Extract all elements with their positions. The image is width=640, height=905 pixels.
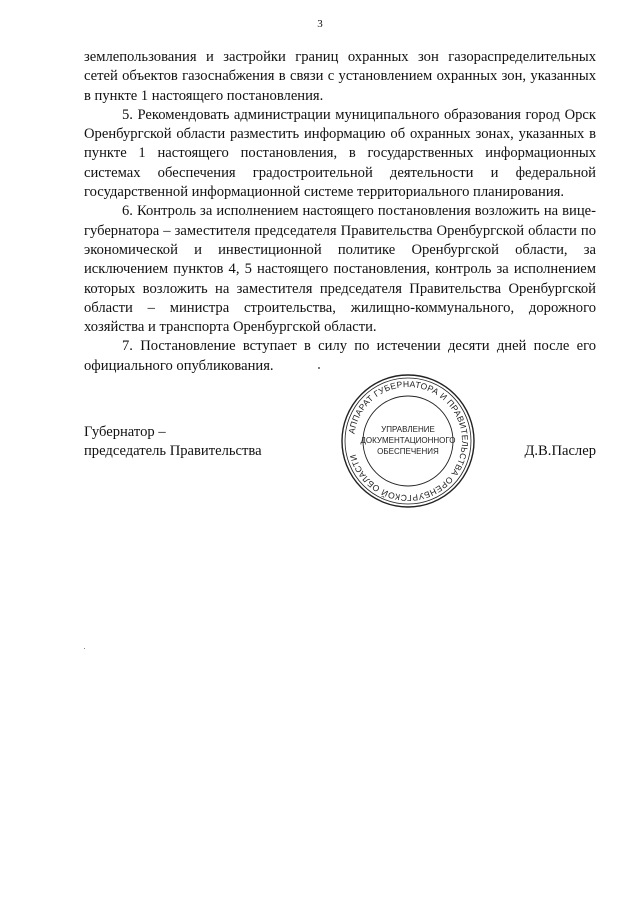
stamp-center-line-3: ОБЕСПЕЧЕНИЯ bbox=[377, 447, 439, 456]
signatory-title-line-1: Губернатор – bbox=[84, 424, 166, 440]
scan-speck bbox=[84, 648, 85, 649]
paragraph-item-7: 7. Постановление вступает в силу по истечении десяти дней после его официального опубликования. bbox=[84, 338, 596, 374]
stamp-ring-text: АППАРАТ ГУБЕРНАТОРА И ПРАВИТЕЛЬСТВА ОРЕНБУРГСКОЙ ОБЛАСТИ bbox=[346, 378, 471, 504]
stamp-center-line-1: УПРАВЛЕНИЕ bbox=[381, 425, 435, 434]
stamp-center-line-2: ДОКУМЕНТАЦИОННОГО bbox=[360, 436, 456, 445]
paragraph-item-5: 5. Рекомендовать администрации муниципального образования город Орск Оренбургской области разместить информацию об охранных зонах, указанных в пункте 1 настоящего постановления, в государственных информационных системах обеспечения градостроительной деятельности и федеральной государственной информационной системе территориального планирования. bbox=[84, 106, 596, 201]
scan-speck bbox=[318, 367, 320, 369]
signature-block bbox=[84, 423, 596, 468]
page-number: 3 bbox=[317, 18, 323, 30]
signatory-title-line-2: председатель Правительства bbox=[84, 443, 262, 459]
paragraph-continuation: землепользования и застройки границ охранных зон газораспределительных сетей объектов газоснабжения в связи с установлением охранных зон, указанных в пункте 1 настоящего постановления. bbox=[84, 49, 596, 104]
signatory-name: Д.В.Паслер bbox=[524, 443, 596, 459]
document-body bbox=[84, 48, 596, 376]
paragraph-item-6: 6. Контроль за исполнением настоящего постановления возложить на вице-губернатора – заместителя председателя Правительства Оренбургской области по экономической и инвестиционной политике Оренбургской области, за исключением пунктов 4, 5 настоящего постановления, контроль за исполнением которых возложить на заместителя председателя Правительства Оренбургской области – министра строительства, жилищно-коммунального, дорожного хозяйства и транспорта Оренбургской области. bbox=[84, 203, 596, 336]
